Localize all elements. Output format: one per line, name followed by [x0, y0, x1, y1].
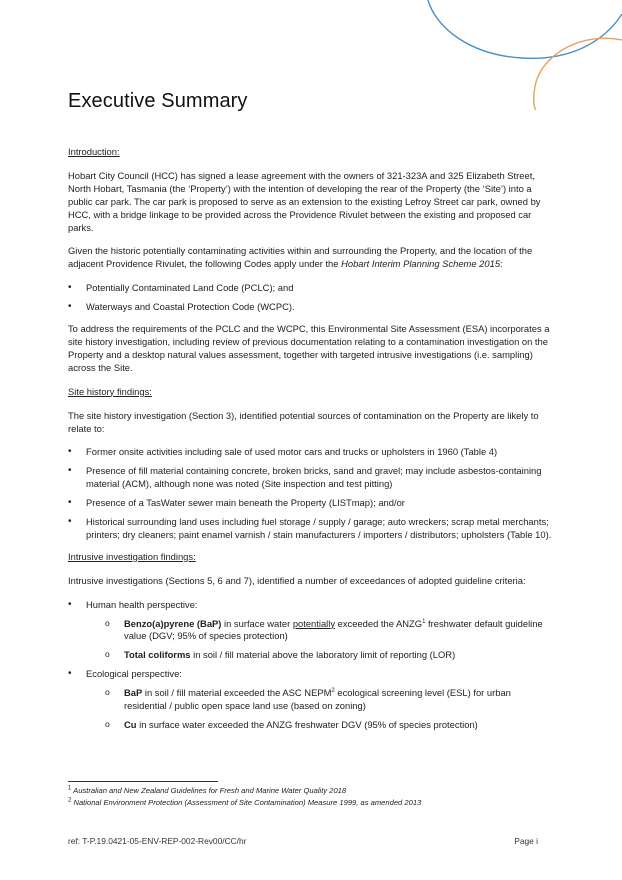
- intrusive-paragraph: Intrusive investigations (Sections 5, 6 and 7), identified a number of exceedances of adopted guideline criteria:: [68, 574, 526, 586]
- page-title: Executive Summary: [68, 90, 248, 112]
- footnote-number: 1: [68, 785, 72, 792]
- page-number: Page i: [514, 836, 538, 846]
- codes-intro-paragraph: [68, 245, 556, 271]
- sub-list-item: [86, 687, 556, 713]
- footnote-divider: [68, 781, 218, 782]
- copper-term: Cu: [124, 719, 137, 730]
- document-reference: ref: T-P.19.0421-05-ENV-REP-002-Rev00/CC/hr: [68, 836, 247, 846]
- ecological-label: Ecological perspective:: [86, 668, 182, 680]
- finding-text: in surface water exceeded the ANZG freshwater DGV (95% of species protection): [136, 719, 478, 730]
- list-item: • Potentially Contaminated Land Code (PCLC); and: [68, 282, 556, 295]
- footnote-text: Australian and New Zealand Guidelines for Fresh and Marine Water Quality 2018: [73, 786, 347, 795]
- finding-text: ecological screening level (ESL) for urban residential / public open space land use (based on zoning): [124, 687, 511, 712]
- planning-scheme-name: Hobart Interim Planning Scheme 2015: [341, 258, 501, 270]
- list-item: • Historical surrounding land uses including fuel storage / supply / garage; auto wreckers; scrap metal merchants; printers; dry cleaners; paint enamel varnish / stain manufacturers / importers / distributors; upholsters (Table 10).: [68, 516, 556, 542]
- human-health-sublist: [86, 618, 556, 663]
- intrusive-heading: Intrusive investigation findings:: [68, 550, 196, 562]
- coliforms-term: Total coliforms: [124, 649, 191, 661]
- footnote-number: 2: [68, 797, 72, 804]
- list-item: • Presence of a TasWater sewer main beneath the Property (LISTmap); and/or: [68, 497, 556, 510]
- finding-text: in surface water: [221, 617, 293, 629]
- human-health-label: Human health perspective:: [86, 598, 198, 610]
- sub-list-item: [86, 649, 556, 662]
- list-item: • Waterways and Coastal Protection Code (WCPC).: [68, 301, 556, 314]
- sub-list-item: [86, 618, 556, 644]
- human-health-item: [68, 599, 556, 663]
- footnote-1: [68, 786, 346, 795]
- site-history-list: [68, 446, 556, 541]
- codes-intro-colon: :: [500, 258, 503, 270]
- site-history-heading: Site history findings:: [68, 385, 152, 397]
- codes-intro-text: Given the historic potentially contaminating activities within and surrounding the Property, and the location of the adjacent Providence Rivulet, the following Codes apply under the: [68, 245, 533, 270]
- finding-text: freshwater default guideline value (DGV; 95% of species protection): [124, 617, 543, 642]
- sub-list-item: [86, 719, 556, 732]
- finding-text: in soil / fill material exceeded the ASC NEPM: [142, 687, 332, 699]
- orange-arc-decoration: [534, 38, 622, 110]
- ecological-item: [68, 668, 556, 732]
- bap-term: Benzo(a)pyrene (BaP): [124, 617, 222, 629]
- blue-arc-decoration: [428, 0, 622, 58]
- finding-text: exceeded the ANZG: [335, 617, 423, 629]
- site-history-paragraph: The site history investigation (Section 3), identified potential sources of contamination on the Property are likely to relate to:: [68, 409, 539, 434]
- list-item: • Presence of fill material containing concrete, broken bricks, sand and gravel; may include asbestos-containing material (ACM), although none was noted (Site inspection and test pitting): [68, 465, 556, 491]
- findings-list: [68, 599, 556, 732]
- introduction-paragraph: Hobart City Council (HCC) has signed a lease agreement with the owners of 321-323A and 325 Elizabeth Street, North Hobart, Tasmania (the ‘Property’) with the intention of developing the rear of the Property (the ‘Site’) into a public car park. The car park is proposed to serve as an extension to the existing Lefroy Street car park, owned by HCC, with a bridge linkage to be provided across the Providence Rivulet between the existing and proposed car parks.: [68, 169, 541, 233]
- codes-list: [68, 282, 556, 314]
- footnote-2: [68, 798, 421, 807]
- introduction-heading: Introduction:: [68, 146, 120, 157]
- footnote-ref-1: 1: [422, 618, 426, 625]
- ecological-sublist: [86, 687, 556, 732]
- document-body: [68, 146, 556, 741]
- finding-text: in soil / fill material above the laboratory limit of reporting (LOR): [190, 649, 456, 661]
- potentially-underlined: potentially: [292, 617, 336, 629]
- esa-paragraph: To address the requirements of the PCLC and the WCPC, this Environmental Site Assessment (ESA) incorporates a site history investigation, including review of previous documentation relating to a contamination investigation on the Property and a desktop natural values assessment, together with targeted intrusive investigations (i.e. sampling) across the Site.: [68, 323, 550, 373]
- list-item: • Former onsite activities including sale of used motor cars and trucks or upholsters in 1960 (Table 4): [68, 446, 556, 459]
- footnote-text: National Environment Protection (Assessment of Site Contamination) Measure 1999, as amended 2013: [73, 798, 422, 807]
- footnote-ref-2: 2: [331, 688, 335, 695]
- bap-term: BaP: [124, 687, 143, 699]
